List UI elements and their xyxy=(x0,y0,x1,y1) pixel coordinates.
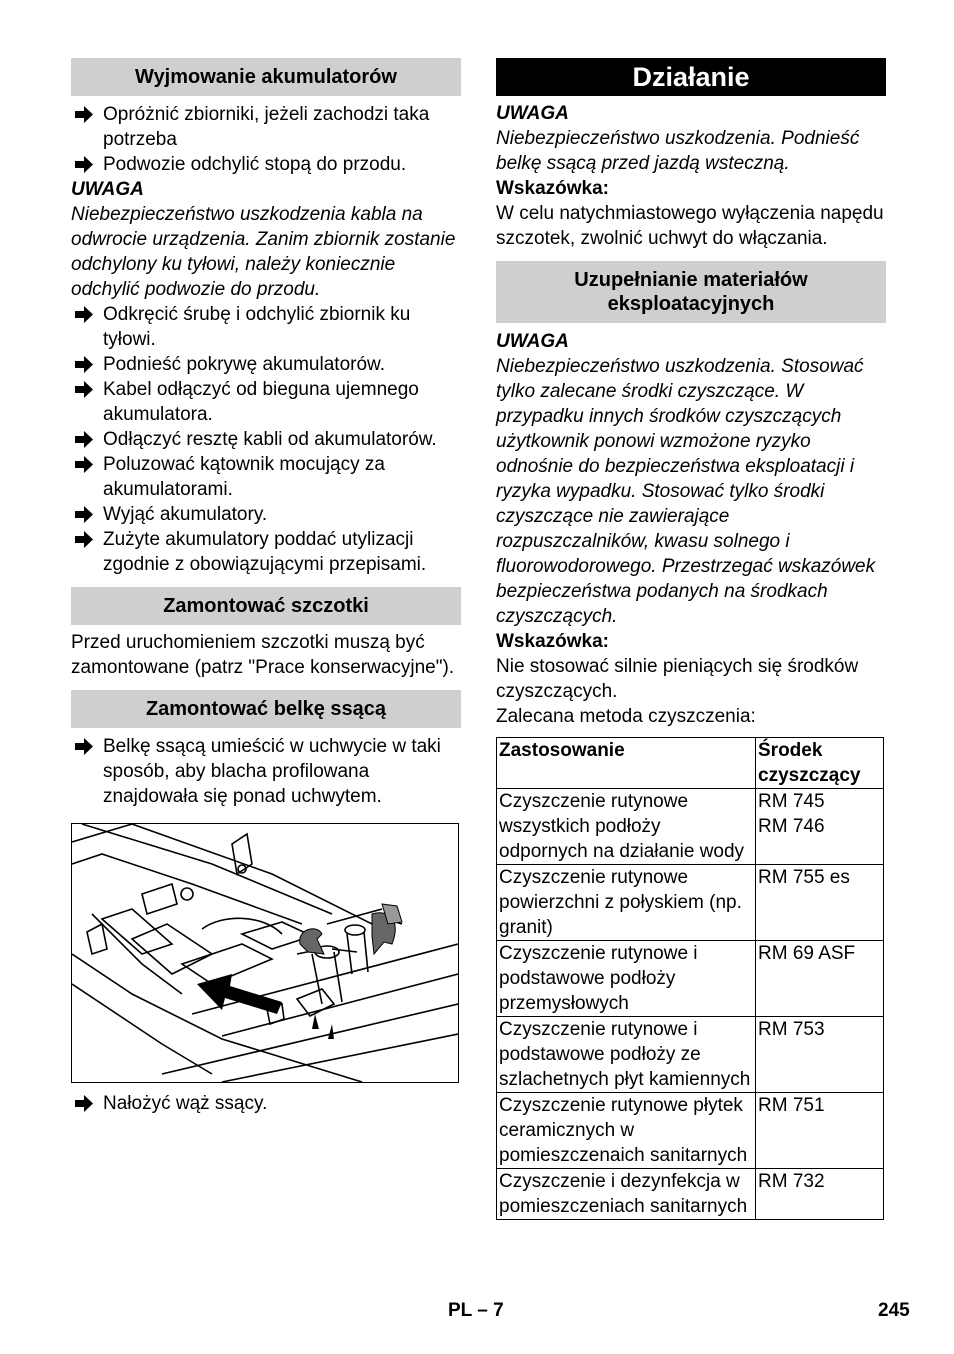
heading-consumables: Uzupełnianie materiałów eksploatacyjnych xyxy=(496,261,886,323)
table-cell: RM 745 RM 746 xyxy=(756,789,884,865)
column-header-application: Zastosowanie xyxy=(497,738,756,789)
list-item xyxy=(71,734,461,809)
note-label: Wskazówka: xyxy=(496,178,609,199)
right-column xyxy=(496,58,886,1220)
table-cell: RM 732 xyxy=(756,1169,884,1220)
arrow-right-icon xyxy=(73,152,95,177)
page-number: 245 xyxy=(878,1300,910,1321)
arrow-right-icon xyxy=(73,527,95,552)
table-cell: Czyszczenie rutynowe płytek ceramicznych w pomieszczenaich sanitarnych xyxy=(497,1093,756,1169)
arrow-right-icon xyxy=(73,502,95,527)
table-row xyxy=(497,789,884,865)
heading-mount-brushes: Zamontować szczotki xyxy=(71,587,461,625)
left-column xyxy=(71,58,461,1116)
list-item xyxy=(71,502,461,527)
note-text: Nie stosować silnie pieniących się środków czyszczących. xyxy=(496,656,859,702)
table-intro: Zalecana metoda czyszczenia: xyxy=(496,706,756,727)
arrow-right-icon xyxy=(73,302,95,327)
table-row xyxy=(497,1017,884,1093)
table-cell: Czyszczenie rutynowe wszystkich podłoży odpornych na działanie wody xyxy=(497,789,756,865)
table-cell: RM 755 es xyxy=(756,865,884,941)
table-row xyxy=(497,1169,884,1220)
step-text: Wyjąć akumulatory. xyxy=(103,504,268,525)
list-item xyxy=(71,377,461,427)
mount-brushes-text: Przed uruchomieniem szczotki muszą być zamontowane (patrz "Prace konserwacyjne"). xyxy=(71,632,455,678)
step-text: Kabel odłączyć od bieguna ujemnego akumulatora. xyxy=(103,379,419,425)
footer-language xyxy=(448,1298,504,1323)
warning-text: Niebezpieczeństwo uszkodzenia. Podnieść belkę ssącą przed jazdą wsteczną. xyxy=(496,128,860,174)
note-text: W celu natychmiastowego wyłączenia napędu szczotek, zwolnić uchwyt do włączania. xyxy=(496,203,884,249)
warning-text: Niebezpieczeństwo uszkodzenia. Stosować tylko zalecane środki czyszczące. W przypadku innych środków czyszczących użytkownik ponowi wzmożone ryzyko odnośnie do bezpieczeństwa eksploatacji i ryzyka wypadku. Stosować tylko środki czyszczące nie zawierające rozpuszczalników, kwasu solnego i fluorowodorowego. Przestrzegać wskazówek bezpieczeństwa podanych na środkach czyszczących. xyxy=(496,356,876,627)
list-item xyxy=(71,527,461,577)
step-text: Podwozie odchylić stopą do przodu. xyxy=(103,154,407,175)
warning-label: UWAGA xyxy=(496,331,569,352)
table-row xyxy=(497,941,884,1017)
list-item xyxy=(71,152,461,177)
list-item xyxy=(71,452,461,502)
list-item xyxy=(71,102,461,152)
step-text: Odłączyć resztę kabli od akumulatorów. xyxy=(103,429,437,450)
list-item xyxy=(71,1091,461,1116)
squeegee-mount-illustration xyxy=(71,823,459,1083)
step-text: Podnieść pokrywę akumulatorów. xyxy=(103,354,385,375)
arrow-right-icon xyxy=(73,102,95,127)
table-row xyxy=(497,865,884,941)
arrow-right-icon xyxy=(73,377,95,402)
table-cell: Czyszczenie rutynowe i podstawowe podłoży przemysłowych xyxy=(497,941,756,1017)
column-header-agent: Środek czyszczący xyxy=(756,738,884,789)
heading-remove-batteries: Wyjmowanie akumulatorów xyxy=(71,58,461,96)
step-text: Poluzować kątownik mocujący za akumulatorami. xyxy=(103,454,385,500)
arrow-right-icon xyxy=(73,452,95,477)
table-cell: RM 751 xyxy=(756,1093,884,1169)
heading-mount-squeegee: Zamontować belkę ssącą xyxy=(71,690,461,728)
list-item xyxy=(71,302,461,352)
table-cell: Czyszczenie i dezynfekcja w pomieszczeniach sanitarnych xyxy=(497,1169,756,1220)
list-item xyxy=(71,352,461,377)
table-header-row xyxy=(497,738,884,789)
table-cell: Czyszczenie rutynowe i podstawowe podłoży ze szlachetnych płyt kamiennych xyxy=(497,1017,756,1093)
table-cell: RM 753 xyxy=(756,1017,884,1093)
cleaning-agents-table xyxy=(496,737,884,1220)
warning-label: UWAGA xyxy=(71,179,144,200)
arrow-right-icon xyxy=(73,427,95,452)
list-item xyxy=(71,427,461,452)
page-title: Działanie xyxy=(496,58,886,96)
steps-list-b xyxy=(71,302,461,577)
warning-label: UWAGA xyxy=(496,103,569,124)
step-text: Odkręcić śrubę i odchylić zbiornik ku tyłowi. xyxy=(103,304,411,350)
table-cell: RM 69 ASF xyxy=(756,941,884,1017)
steps-list-a xyxy=(71,102,461,177)
arrow-right-icon xyxy=(73,1091,95,1116)
arrow-right-icon xyxy=(73,734,95,759)
step-text: Zużyte akumulatory poddać utylizacji zgodnie z obowiązującymi przepisami. xyxy=(103,529,427,575)
step-text: Nałożyć wąż ssący. xyxy=(103,1093,268,1114)
table-cell: Czyszczenie rutynowe powierzchni z połyskiem (np. granit) xyxy=(497,865,756,941)
warning-text: Niebezpieczeństwo uszkodzenia kabla na odwrocie urządzenia. Zanim zbiornik zostanie odchylony ku tyłowi, należy koniecznie odchylić podwozie do przodu. xyxy=(71,204,456,300)
step-text: Belkę ssącą umieścić w uchwycie w taki sposób, aby blacha profilowana znajdowała się ponad uchwytem. xyxy=(103,736,441,807)
step-text: Opróżnić zbiorniki, jeżeli zachodzi taka potrzeba xyxy=(103,104,430,150)
footer-local-page: – 7 xyxy=(477,1300,504,1321)
table-row xyxy=(497,1093,884,1169)
footer-lang: PL xyxy=(448,1300,472,1321)
arrow-right-icon xyxy=(73,352,95,377)
note-label: Wskazówka: xyxy=(496,631,609,652)
